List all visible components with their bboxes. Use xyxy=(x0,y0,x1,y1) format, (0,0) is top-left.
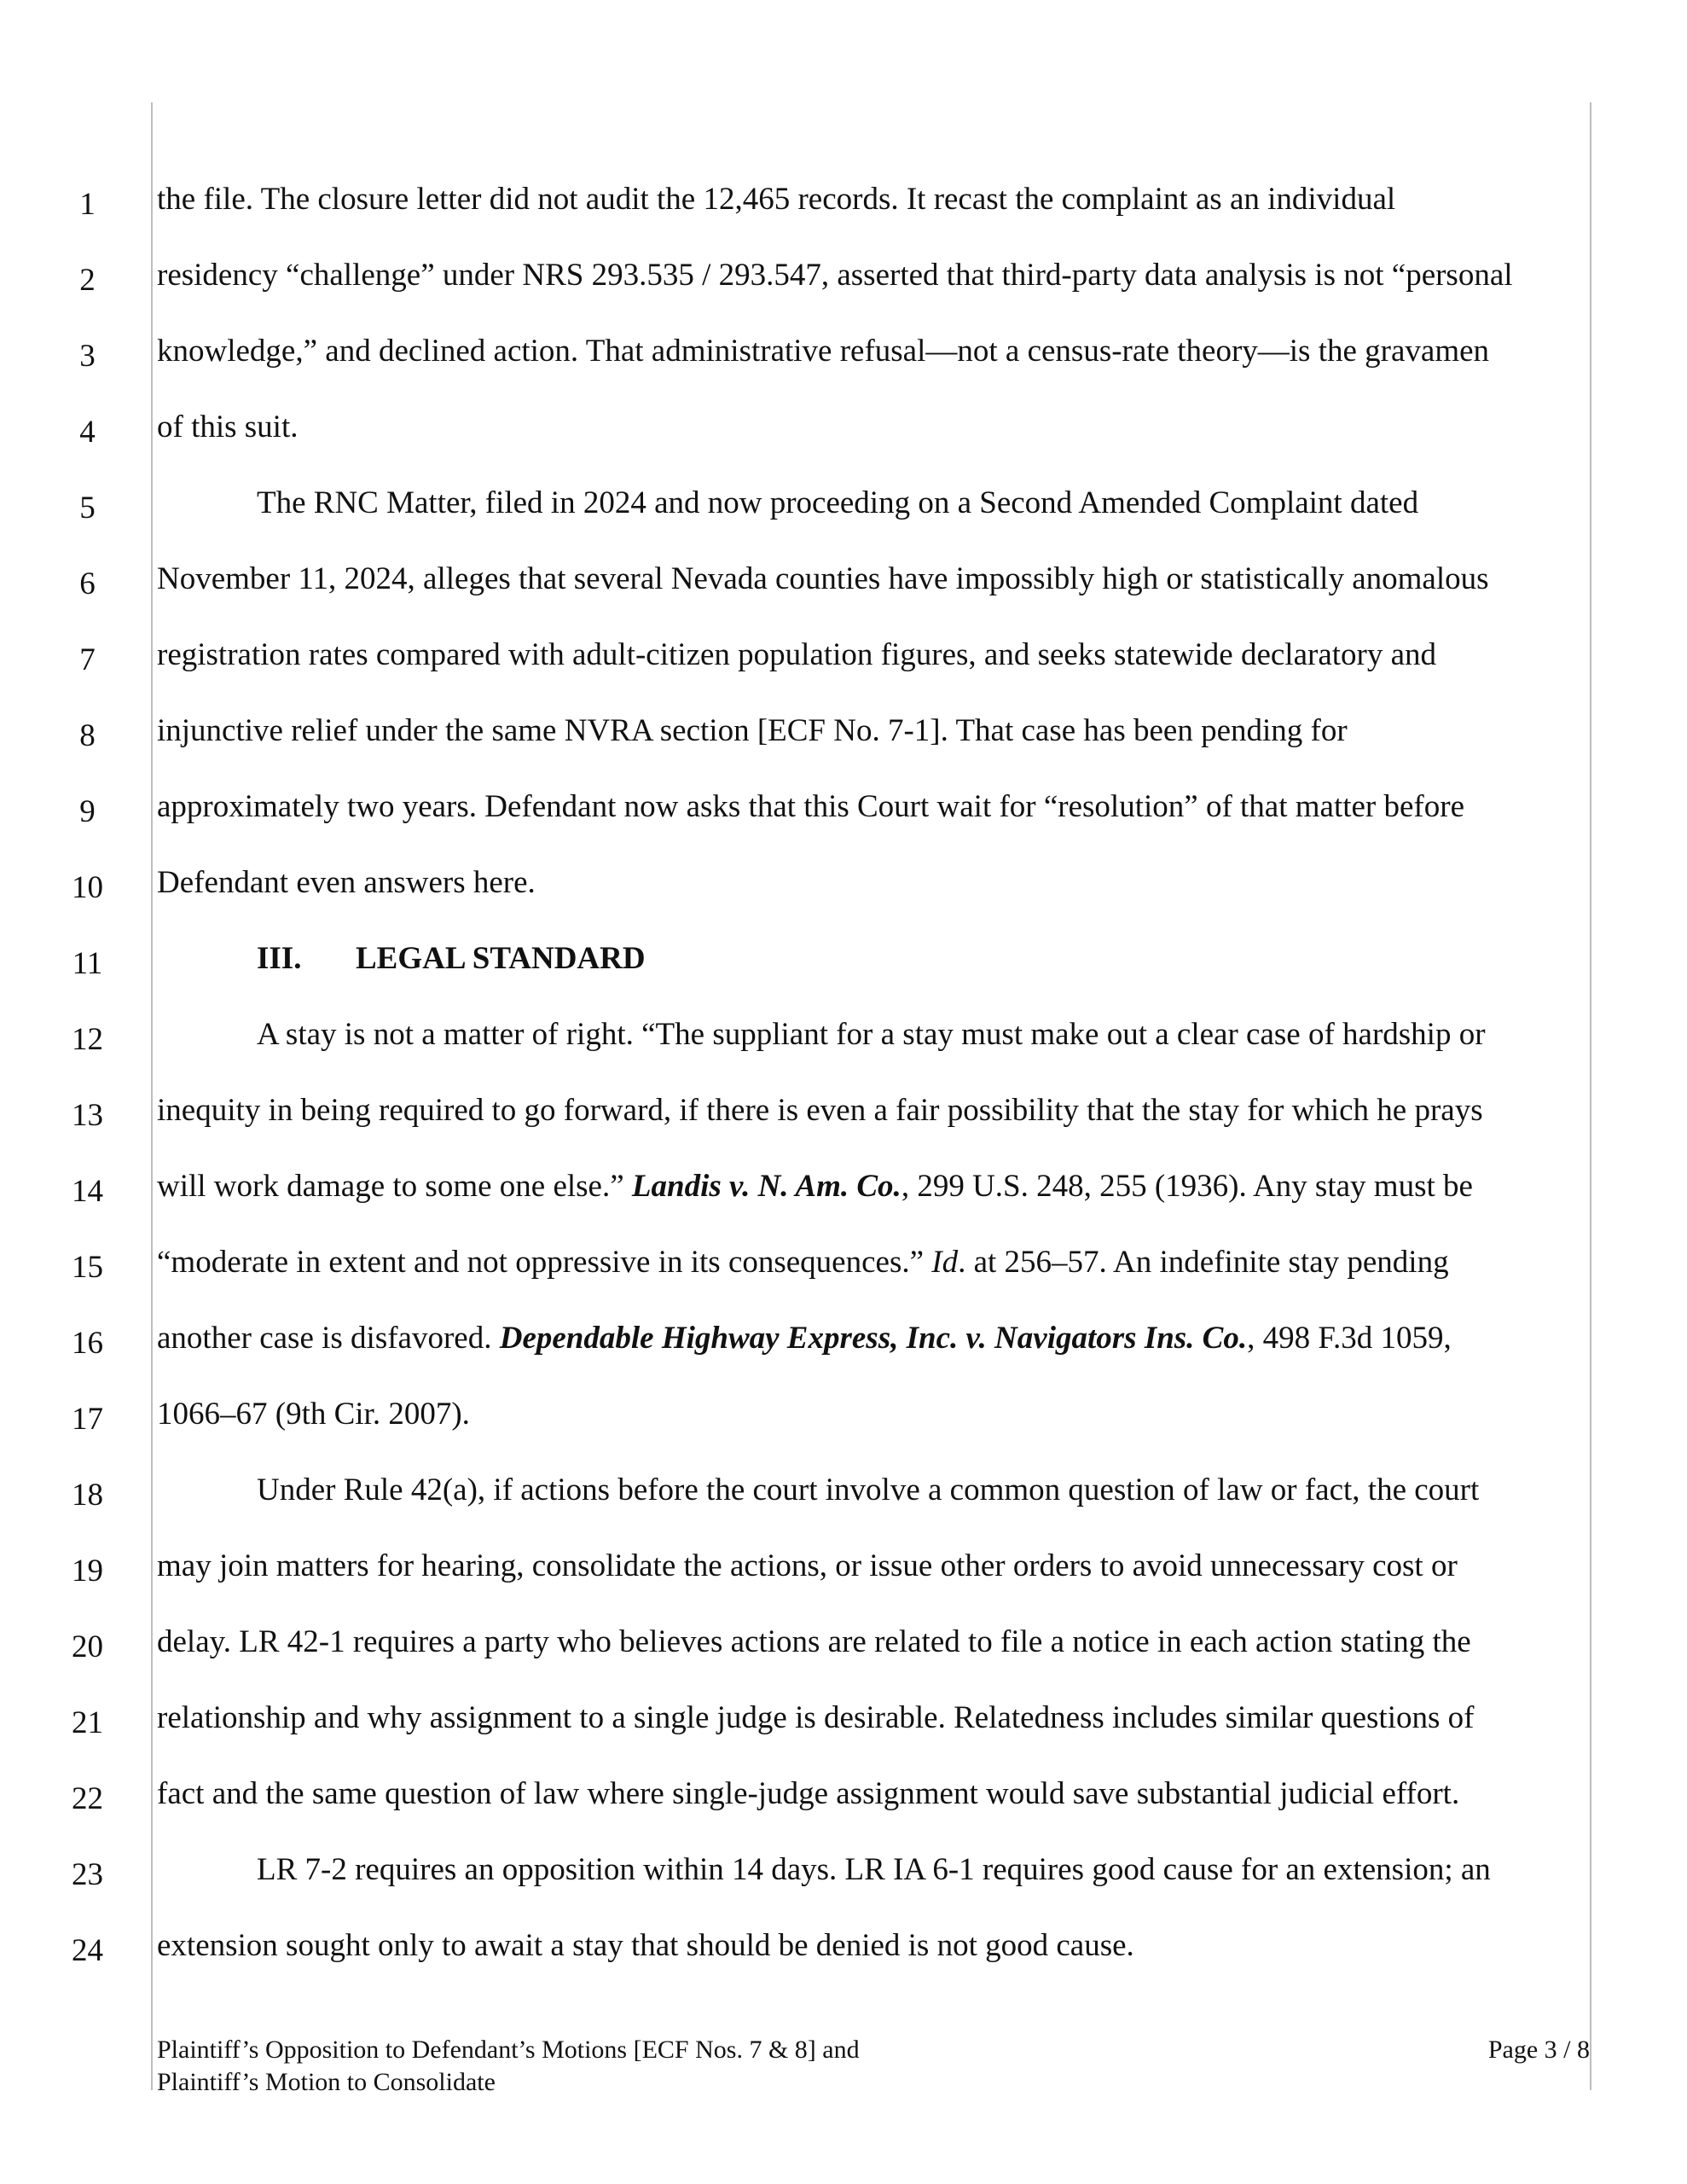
text-line xyxy=(157,1321,1583,1356)
line-number: 19 xyxy=(72,1554,103,1589)
text-line: registration rates compared with adult-citizen population figures, and seeks statewide declaratory and xyxy=(157,637,1437,672)
left-margin-rule xyxy=(151,102,153,2090)
text-line: 1066–67 (9th Cir. 2007). xyxy=(157,1397,470,1432)
line-number: 12 xyxy=(72,1022,103,1057)
line-number: 15 xyxy=(72,1250,103,1285)
line-number: 4 xyxy=(79,415,96,450)
text-line: may join matters for hearing, consolidate the actions, or issue other orders to avoid unnecessary cost or xyxy=(157,1548,1458,1583)
line-number: 3 xyxy=(79,339,96,374)
line-number: 22 xyxy=(72,1781,103,1816)
text-line: the file. The closure letter did not audit the 12,465 records. It recast the complaint as an individual xyxy=(157,182,1396,217)
text-line: knowledge,” and declined action. That administrative refusal—not a census-rate theory—is the gravamen xyxy=(157,334,1490,369)
text-line xyxy=(157,1170,1583,1204)
text-line xyxy=(157,1246,1583,1280)
text-segment: will work damage to some one else.” xyxy=(157,1169,632,1204)
section-title: LEGAL STANDARD xyxy=(356,941,646,976)
page-number: Page 3 / 8 xyxy=(1487,2036,1590,2064)
text-segment: . at 256–57. An indefinite stay pending xyxy=(958,1245,1449,1280)
footer-title-line-1: Plaintiff’s Opposition to Defendant’s Motions [ECF Nos. 7 & 8] and xyxy=(157,2036,860,2064)
line-number: 24 xyxy=(72,1933,103,1968)
line-number: 14 xyxy=(72,1174,103,1209)
section-heading xyxy=(257,942,1683,976)
line-number: 2 xyxy=(79,263,96,298)
case-citation: Dependable Highway Express, Inc. v. Navigators Ins. Co. xyxy=(499,1321,1248,1356)
text-line: The RNC Matter, filed in 2024 and now proceeding on a Second Amended Complaint dated xyxy=(257,485,1419,520)
line-number: 13 xyxy=(72,1098,103,1133)
page-footer xyxy=(157,2034,1590,2099)
text-segment: , 299 U.S. 248, 255 (1936). Any stay must be xyxy=(901,1169,1473,1204)
text-line: November 11, 2024, alleges that several Nevada counties have impossibly high or statistically anomalous xyxy=(157,561,1489,596)
text-line: LR 7-2 requires an opposition within 14 days. LR IA 6-1 requires good cause for an extension; an xyxy=(257,1852,1491,1887)
line-number: 1 xyxy=(79,187,96,222)
text-line: of this suit. xyxy=(157,410,299,444)
section-number: III. xyxy=(257,941,302,976)
text-segment: “moderate in extent and not oppressive in its consequences.” xyxy=(157,1245,932,1280)
text-line: inequity in being required to go forward, if there is even a fair possibility that the stay for which he prays xyxy=(157,1093,1483,1128)
line-number: 17 xyxy=(72,1402,103,1437)
line-number: 11 xyxy=(72,946,103,981)
right-margin-rule xyxy=(1590,102,1591,2090)
line-number: 20 xyxy=(72,1629,103,1664)
line-number: 21 xyxy=(72,1705,103,1740)
text-segment: another case is disfavored. xyxy=(157,1321,500,1356)
text-line: residency “challenge” under NRS 293.535 / 293.547, asserted that third-party data analysis is not “personal xyxy=(157,258,1513,293)
line-number: 8 xyxy=(79,718,96,753)
line-number: 9 xyxy=(79,794,96,829)
line-number: 23 xyxy=(72,1857,103,1892)
text-line: A stay is not a matter of right. “The suppliant for a stay must make out a clear case of hardship or xyxy=(257,1017,1486,1052)
text-segment: , 498 F.3d 1059, xyxy=(1247,1321,1452,1356)
text-line: Under Rule 42(a), if actions before the court involve a common question of law or fact, the court xyxy=(257,1472,1480,1507)
text-line: fact and the same question of law where single-judge assignment would save substantial judicial effort. xyxy=(157,1776,1460,1811)
id-citation: Id xyxy=(931,1245,959,1280)
text-line: approximately two years. Defendant now asks that this Court wait for “resolution” of that matter before xyxy=(157,789,1464,824)
text-line: extension sought only to await a stay that should be denied is not good cause. xyxy=(157,1928,1134,1963)
line-number: 18 xyxy=(72,1478,103,1513)
text-line: delay. LR 42-1 requires a party who believes actions are related to file a notice in each action stating the xyxy=(157,1624,1471,1659)
line-number: 16 xyxy=(72,1326,103,1361)
footer-title-line-2: Plaintiff’s Motion to Consolidate xyxy=(157,2068,496,2096)
case-citation: Landis v. N. Am. Co. xyxy=(631,1169,901,1204)
text-line: Defendant even answers here. xyxy=(157,865,536,900)
line-number: 10 xyxy=(72,870,103,905)
text-line: relationship and why assignment to a single judge is desirable. Relatedness includes similar questions of xyxy=(157,1700,1475,1735)
line-number: 6 xyxy=(79,566,96,601)
line-number: 7 xyxy=(79,642,96,677)
text-line: injunctive relief under the same NVRA section [ECF No. 7-1]. That case has been pending for xyxy=(157,713,1348,748)
line-number: 5 xyxy=(79,491,96,526)
